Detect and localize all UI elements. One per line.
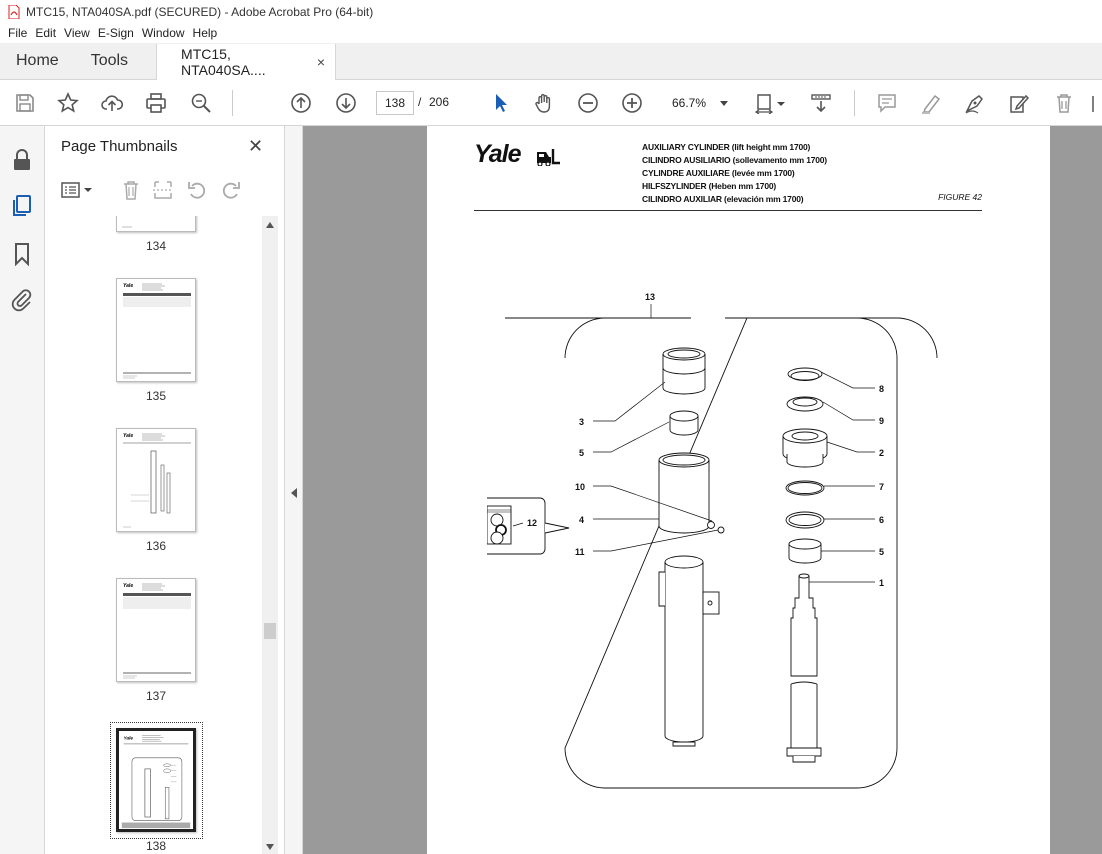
part-piston-rod [787,574,821,762]
callout-5-left: 5 [579,448,585,458]
comment-icon[interactable] [874,90,900,116]
toolbar-divider [232,90,233,116]
callout-2: 2 [879,448,885,458]
left-navigation-rail [0,126,45,854]
thumbnail-label: 136 [145,539,167,553]
print-icon[interactable] [143,90,169,116]
menu-bar [0,23,1102,43]
thumbnail-options-icon[interactable] [59,178,95,202]
part-ring-8 [788,368,822,381]
menu-window[interactable]: Window [141,26,185,40]
save-icon[interactable] [12,90,38,116]
thumbnail-label: 137 [145,689,167,703]
thumbnail-page-137[interactable] [116,578,196,682]
part-ring-6 [786,512,824,528]
close-tab-icon[interactable]: × [316,54,326,70]
total-pages: 206 [429,95,450,109]
header-line-de: HILFSZYLINDER (Heben mm 1700) [642,181,777,191]
tab-document-label: MTC15, NTA040SA.... [181,46,266,78]
part-head-2 [783,429,827,467]
thumbnail-label: 138 [145,839,167,853]
svg-text:Yale: Yale [123,735,133,741]
thumbnail-label: 135 [145,389,167,403]
callout-7: 7 [879,482,885,492]
panel-title: Page Thumbnails [61,138,178,155]
thumbnail-page-134[interactable] [116,216,196,232]
collapse-left-arrow-icon[interactable] [291,488,297,498]
callout-6: 6 [879,515,885,525]
bookmark-star-icon[interactable] [55,90,81,116]
thumbnail-list [45,216,263,854]
menu-file[interactable]: File [8,26,28,40]
extract-page-icon[interactable] [151,178,175,202]
acrobat-pdf-icon [8,5,20,19]
tab-tools[interactable]: Tools [90,52,129,69]
zoom-level-value: 66.7% [672,96,707,110]
main-toolbar [0,80,1102,126]
callout-1: 1 [879,578,885,588]
callout-9: 9 [879,416,885,426]
callout-11: 11 [575,547,585,557]
page-separator: / [418,95,422,109]
more-tools-icon[interactable] [1090,90,1100,116]
close-panel-icon[interactable]: ✕ [248,136,264,156]
document-view[interactable] [303,126,1102,854]
callout-5-right: 5 [879,547,885,557]
header-line-it: CILINDRO AUSILIARIO (sollevamento mm 1700) [642,155,827,165]
attachments-icon[interactable] [10,288,34,312]
page-fit-dropdown-icon[interactable] [774,90,788,116]
thumbnail-scrollbar[interactable] [262,216,278,854]
zoom-level-dropdown[interactable] [662,91,732,115]
title-bar [0,0,1102,23]
document-header [474,136,982,211]
thumbnail-page-136[interactable] [116,428,196,532]
thumbnail-label: 134 [145,239,167,253]
tab-document[interactable] [156,44,336,80]
menu-view[interactable]: View [64,26,90,40]
previous-page-icon[interactable] [288,90,314,116]
scrollbar-thumb[interactable] [264,623,276,639]
highlight-pen-icon[interactable] [918,90,944,116]
upload-cloud-icon[interactable] [99,90,125,116]
lock-icon[interactable] [10,148,34,172]
scroll-down-arrow-icon[interactable] [266,844,274,850]
svg-text:Yale: Yale [123,583,134,589]
delete-page-icon[interactable] [119,178,143,202]
header-line-es: CILINDRO AUXILIAR (elevación mm 1700) [642,194,804,204]
header-line-en: AUXILIARY CYLINDER (lift height mm 1700) [642,142,811,152]
exploded-parts-diagram [487,276,957,796]
collapse-panel-strip[interactable] [285,126,303,854]
part-bushing-right [789,539,821,563]
rotate-counterclockwise-icon[interactable] [185,178,209,202]
thumbnail-page-138[interactable] [116,728,196,832]
page-number-input[interactable]: 138 [376,91,414,115]
diagram-enclosure-frame [565,318,897,788]
part-cylinder-tube [659,556,719,746]
yale-logo: Yale [474,140,521,168]
callout-13: 13 [645,292,656,302]
page-thumbnails-panel [45,126,285,854]
zoom-search-icon[interactable] [188,90,214,116]
part-bushing-left [670,411,698,435]
window-title: MTC15, NTA040SA.pdf (SECURED) - Adobe Acrobat Pro (64-bit) [26,4,374,19]
bookmarks-icon[interactable] [10,242,34,266]
thumbnail-toolbar [59,178,269,202]
chevron-down-icon [720,101,728,106]
menu-esign[interactable]: E-Sign [97,26,134,40]
scroll-mode-icon[interactable] [808,90,834,116]
zoom-out-icon[interactable] [575,90,601,116]
tab-bar [0,43,1102,80]
menu-help[interactable]: Help [192,26,218,40]
pdf-page [427,126,1050,854]
page-thumbnails-icon[interactable] [10,194,34,218]
callout-4: 4 [579,515,585,525]
figure-label: FIGURE 42 [938,192,982,202]
edit-pdf-icon[interactable] [1006,90,1032,116]
forklift-logo-icon [536,148,560,166]
rotate-clockwise-icon[interactable] [219,178,243,202]
callout-10: 10 [575,482,586,492]
select-cursor-icon[interactable] [488,90,514,116]
part-ring-9 [787,397,823,411]
zoom-in-icon[interactable] [619,90,645,116]
svg-text:Yale: Yale [123,433,134,439]
tab-home[interactable]: Home [16,52,59,69]
header-line-fr: CYLINDRE AUXILIARE (levée mm 1700) [642,168,795,178]
part-barrel [659,453,724,533]
callout-labels [527,292,884,588]
delete-trash-icon[interactable] [1051,90,1077,116]
toolbar-divider-2 [854,90,855,116]
svg-text:Yale: Yale [123,283,134,289]
callout-12: 12 [527,518,538,528]
thumbnail-page-135[interactable] [116,278,196,382]
hand-tool-icon[interactable] [531,90,557,116]
header-titles [642,141,827,206]
part-gland [663,348,705,394]
menu-edit[interactable]: Edit [35,26,57,40]
part-ring-7 [786,481,824,495]
next-page-icon[interactable] [333,90,359,116]
scroll-up-arrow-icon[interactable] [266,222,274,228]
sign-pen-icon[interactable] [962,90,988,116]
callout-3: 3 [579,417,585,427]
callout-8: 8 [879,384,885,394]
